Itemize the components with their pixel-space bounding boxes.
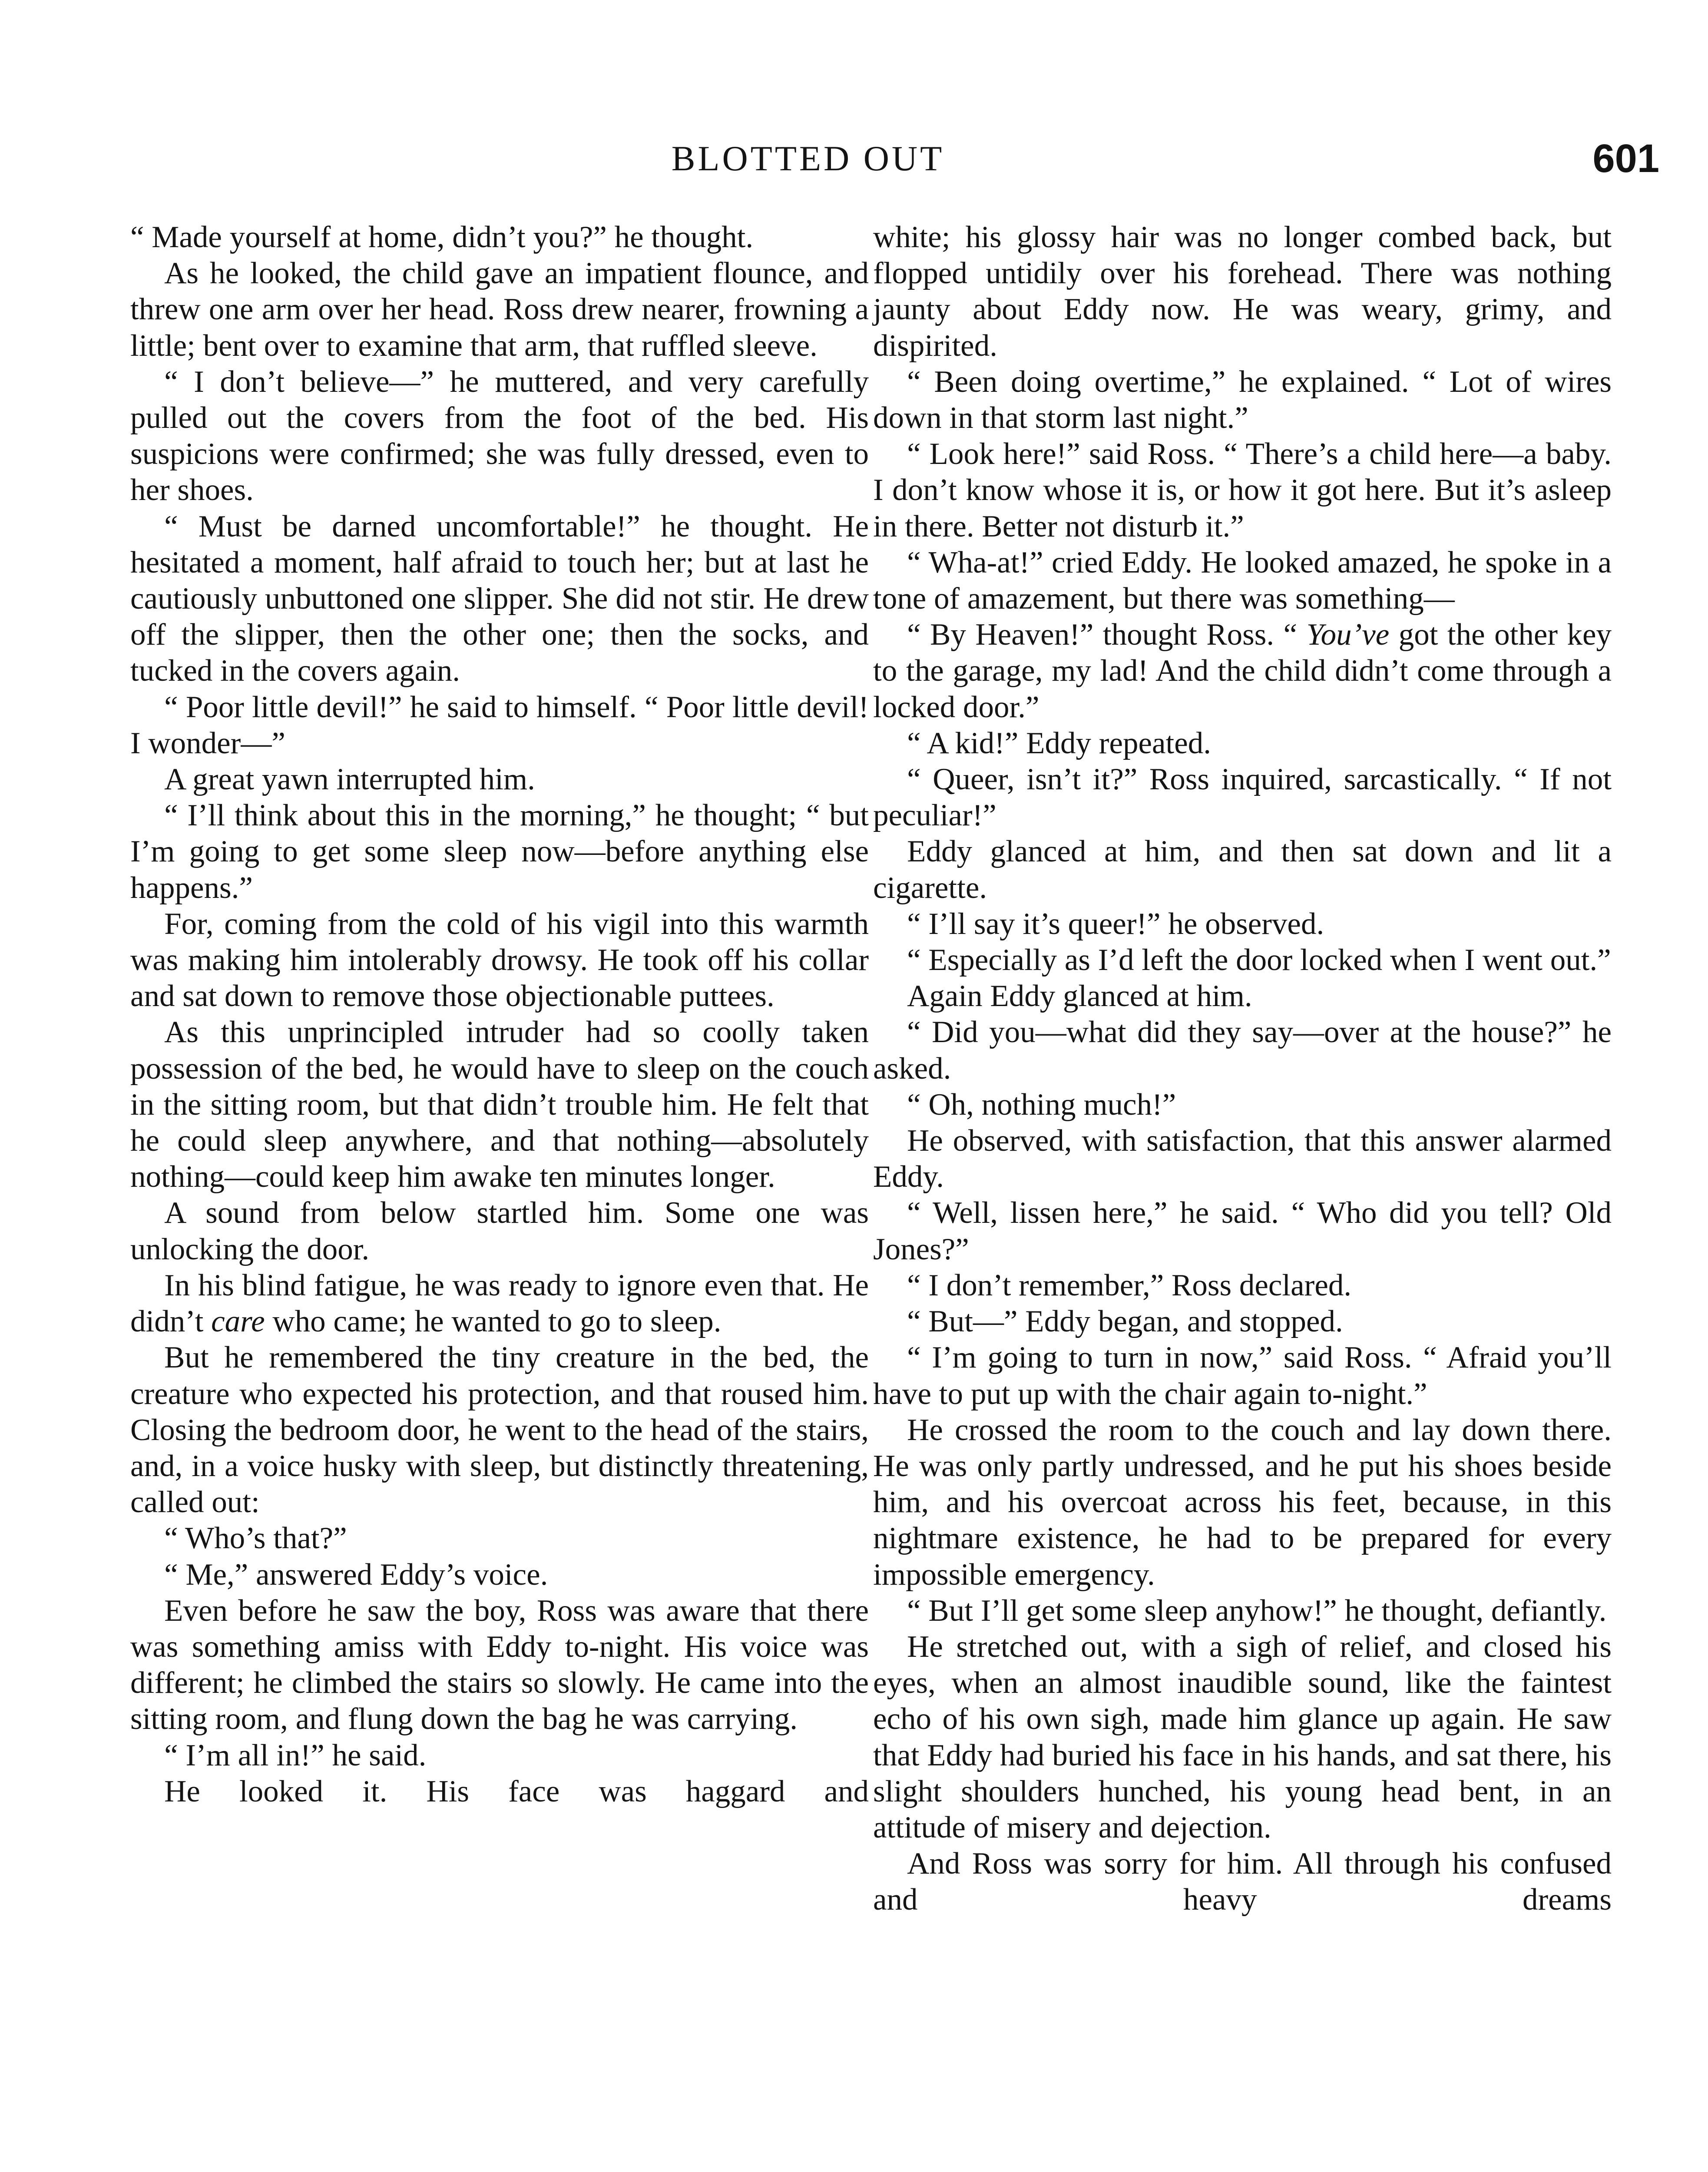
paragraph: “ I don’t believe—” he muttered, and very carefully pulled out the covers from the foot of the bed. His suspicions were confirmed; she was fully dressed, even to her shoes. [130, 364, 869, 507]
paragraph: As he looked, the child gave an impatient flounce, and threw one arm over her head. Ross drew nearer, frowning a little; bent over to examine that arm, that ruffled sleeve. [130, 256, 869, 363]
paragraph: “ A kid!” Eddy repeated. [907, 726, 1211, 760]
emphasized-word: care [211, 1305, 265, 1339]
paragraph: A great yawn interrupted him. [164, 762, 535, 797]
paragraph: “ Especially as I’d left the door locked when I went out.” [907, 943, 1611, 977]
paragraph: And Ross was sorry for him. All through his confused and heavy dreams [873, 1847, 1612, 1917]
paragraph: white; his glossy hair was no longer combed back, but flopped untidily over his forehead. There was nothing jaunty about Eddy now. He was weary, grimy, and dispirited. [873, 220, 1612, 363]
paragraph: “ But I’ll get some sleep anyhow!” he thought, defiantly. [907, 1593, 1607, 1628]
right-column [873, 219, 1612, 1918]
paragraph: “ But—” Eddy began, and stopped. [907, 1305, 1343, 1339]
paragraph: “ Me,” answered Eddy’s voice. [164, 1557, 548, 1592]
paragraph: “ I’ll say it’s queer!” he observed. [907, 907, 1324, 941]
paragraph: As this unprincipled intruder had so coolly taken possession of the bed, he would have to sleep on the couch in the sitting room, but that didn’t trouble him. He felt that he could sleep anywhere, and that nothing—absolutely nothing—could keep him awake ten minutes longer. [130, 1015, 869, 1194]
left-column [130, 219, 869, 1810]
paragraph: Again Eddy glanced at him. [907, 979, 1252, 1013]
paragraph: He stretched out, with a sigh of relief, and closed his eyes, when an almost inaudible sound, like the faintest echo of his own sigh, made him glance up again. He saw that Eddy had buried his face in his hands, and sat there, his slight shoulders hunched, his young head bent, in an attitude of misery and dejection. [873, 1629, 1612, 1844]
paragraph: “ Been doing overtime,” he explained. “ Lot of wires down in that storm last night.” [873, 364, 1612, 435]
paragraph: He looked it. His face was haggard and [164, 1774, 869, 1808]
paragraph: For, coming from the cold of his vigil into this warmth was making him intolerably drowsy. He took off his collar and sat down to remove those objectionable puttees. [130, 907, 869, 1013]
paragraph: He observed, with satisfaction, that this answer alarmed Eddy. [873, 1124, 1612, 1194]
paragraph: “ Who’s that?” [164, 1521, 347, 1556]
paragraph: But he remembered the tiny creature in the bed, the creature who expected his protection, and that roused him. Closing the bedroom door, he went to the head of the stairs, and, in a voice husky with sleep, but distinctly threatening, called out: [130, 1341, 869, 1520]
paragraph: “ I’m all in!” he said. [164, 1738, 427, 1772]
paragraph: Eddy glanced at him, and then sat down and lit a cigarette. [873, 834, 1612, 905]
paragraph: “ I don’t remember,” Ross declared. [907, 1268, 1352, 1302]
paragraph [873, 617, 1612, 725]
paragraph: “ Oh, nothing much!” [907, 1087, 1176, 1122]
running-header [87, 135, 1659, 182]
paragraph-text: In his blind fatigue, he was ready to ignore even that. He didn’t [130, 1268, 869, 1339]
emphasized-word: You’ve [1306, 618, 1390, 652]
page-number: 601 [1592, 136, 1659, 181]
paragraph-text: who came; he wanted to go to sleep. [265, 1305, 722, 1339]
paragraph: “ Must be darned uncomfortable!” he thought. He hesitated a moment, half afraid to touch her; but at last he cautiously unbuttoned one slipper. She did not stir. He drew off the slipper, then the other one; then the socks, and tucked in the covers again. [130, 509, 869, 688]
paragraph: “ Look here!” said Ross. “ There’s a child here—a baby. I don’t know whose it is, or how it got here. But it’s asleep in there. Better not disturb it.” [873, 437, 1612, 543]
paragraph: Even before he saw the boy, Ross was aware that there was something amiss with Eddy to-night. His voice was different; he climbed the stairs so slowly. He came into the sitting room, and flung down the bag he was carrying. [130, 1593, 869, 1736]
paragraph: “ Poor little devil!” he said to himself. “ Poor little devil! I wonder—” [130, 690, 869, 760]
paragraph-text: got the other key to the garage, my lad! And the child didn’t come through a locked door.” [873, 618, 1612, 724]
paragraph: “ Did you—what did they say—over at the house?” he asked. [873, 1015, 1612, 1086]
paragraph: “ Well, lissen here,” he said. “ Who did you tell? Old Jones?” [873, 1196, 1612, 1266]
paragraph [130, 1268, 869, 1340]
paragraph: “ I’m going to turn in now,” said Ross. “ Afraid you’ll have to put up with the chair again to-night.” [873, 1341, 1612, 1411]
paragraph: A sound from below startled him. Some one was unlocking the door. [130, 1196, 869, 1266]
paragraph-text: “ By Heaven!” thought Ross. “ [907, 618, 1307, 652]
running-title: BLOTTED OUT [671, 139, 945, 178]
paragraph: He crossed the room to the couch and lay down there. He was only partly undressed, and he put his shoes beside him, and his overcoat across his feet, because, in this nightmare existence, he had to be prepared for every impossible emergency. [873, 1413, 1612, 1592]
paragraph: “ Wha-at!” cried Eddy. He looked amazed, he spoke in a tone of amazement, but there was something— [873, 545, 1612, 616]
paragraph: “ Queer, isn’t it?” Ross inquired, sarcastically. “ If not peculiar!” [873, 762, 1612, 833]
paragraph: “ Made yourself at home, didn’t you?” he thought. [130, 220, 754, 254]
paragraph: “ I’ll think about this in the morning,” he thought; “ but I’m going to get some sleep now—before anything else happens.” [130, 798, 869, 905]
